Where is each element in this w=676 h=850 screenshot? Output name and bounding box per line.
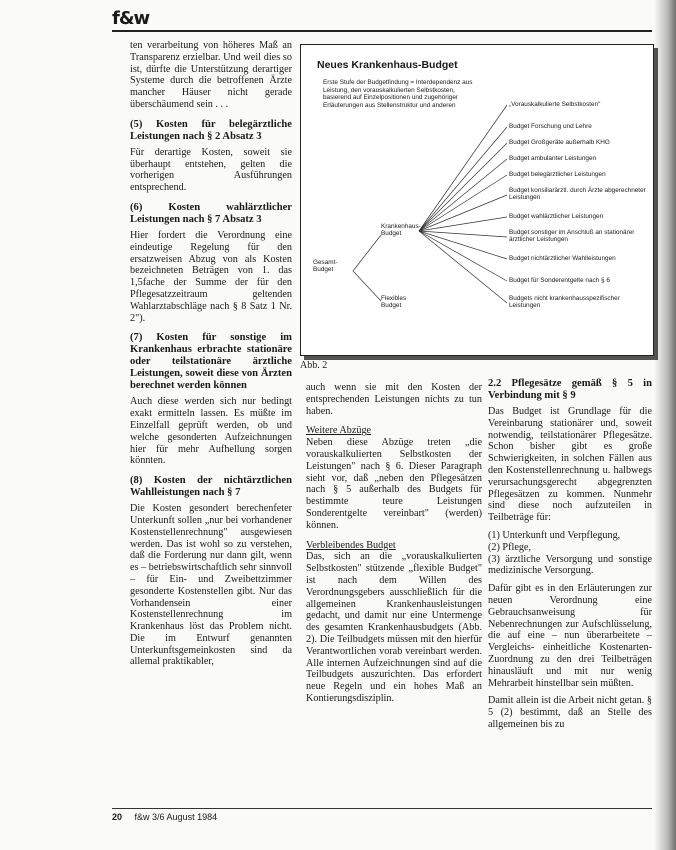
paragraph: Das Budget ist Grundlage für die Vereinbarung stationärer und, soweit notwendig, teilstationärer Pflegesätze. Schon bisher gibt es große Schwierigkeiten, in solchen Fällen aus den Kostenstellenrechnung u. halbwegs verursachungsgerecht abgegrenzten Pflegesätzen zu kommen. Nunmehr sind diese noch aufzuteilen in Teilbeträge für: [488, 406, 652, 524]
paragraph: Das, sich an die „vorauskalkulierten Selbstkosten" stützende „flexible Budget" ist nach dem Willen des Verordnungsgebers ausschließlich für die allgemeinen Krankenhausleistungen gedacht, und damit nur eine Untermenge des gesamten Krankenhausbudgets (Abb. 2). Die Teilbudgets müssen mit den hierfür Verantwortlichen vorab vereinbart werden. Alle internen Aufzeichnungen sind auf die Teilbudgets auszurichten. Das erfordert neue Regeln und ein hohes Maß an Kontierungsdisziplin. [306, 551, 482, 704]
figure-budget-diagram [300, 44, 654, 356]
journal-logo: f&w [112, 8, 150, 29]
budget-item: „Vorauskalkulierte Selbstkosten" [509, 101, 601, 108]
budget-item: Budget ambulanter Leistungen [509, 155, 597, 162]
paragraph: Die Kosten gesondert berechenfeter Unterkunft sollen „nur bei vorhandener Kostenstellenrechnung" ausgewiesen werden. Das ist wohl so zu verstehen, daß die Forderung nur dann gilt, wenn es – betriebswirtschaftlich sehr sinnvoll – für Ein- und Zweibettzimmer gesonderte Kostenstellen gibt. Nur das Vorhandensein einer Kostenstellenrechnung im Krankenhaus löst das Problem nicht. Die im Entwurf genannten Unterkunftsgemeinkosten sind da allemal praktikabler, [130, 503, 292, 668]
paragraph: Damit allein ist die Arbeit nicht getan. § 5 (2) bestimmt, daß an Stelle des allgemeinen bis zu [488, 695, 652, 730]
column-1 [130, 40, 292, 674]
budget-item: Budget wahlärztlicher Leistungen [509, 213, 604, 220]
section-heading-7: (7) Kosten für sonstige im Krankenhaus erbrachte stationäre oder teilstationäre ärztliche Leistungen, soweit diese von Ärzten berechnet werden können [130, 332, 292, 392]
section-heading-2-2: 2.2 Pflegesätze gemäß § 5 in Verbindung mit § 9 [488, 378, 652, 401]
list-item: (2) Pflege, [488, 541, 531, 553]
column-2 [306, 382, 482, 711]
budget-item: Budget Forschung und Lehre [509, 123, 592, 130]
column-3 [488, 378, 652, 737]
node-krankenhaus-budget: Krankenhaus-Budget [381, 223, 421, 238]
footer-source: f&w 3/6 August 1984 [134, 812, 218, 822]
node-flexibles-budget: Flexibles Budget [381, 295, 407, 310]
list-item: (1) Unterkunft und Verpflegung, [488, 529, 621, 541]
paragraph: Neben diese Abzüge treten „die vorauskalkulierten Selbstkosten der Leistungen" nach § 6. Dieser Paragraph sieht vor, daß „neben den Pflegesätzen nach § 5 außerhalb des Budgets für bestimmte teure Leistungen Sonderentgelte vereinbart" (werden) können. [306, 437, 482, 531]
section-heading-5: (5) Kosten für belegärztliche Leistungen nach § 2 Absatz 3 [130, 118, 292, 142]
binding-shadow [654, 0, 676, 850]
figure-title: Neues Krankenhaus-Budget [317, 59, 458, 71]
footer-rule [112, 808, 652, 809]
paragraph: Dafür gibt es in den Erläuterungen zur neuen Verordnung eine Gebrauchsanweisung für Nebenrechnungen zur Aufschlüsselung, die auf eine – nun überarbeitete – Vergleichs- einheitliche Kostenarten-Zuordnung zu den drei Teilbeträgen hinausläuft und mit nur wenig Mehrarbeit hinstellbar sein müßten. [488, 583, 652, 689]
figure-caption: Abb. 2 [300, 360, 328, 371]
paragraph: auch wenn sie mit den Kosten der entsprechenden Leistungen nichts zu tun haben. [306, 382, 482, 417]
section-heading-6: (6) Kosten wahlärztlicher Leistungen nach § 7 Absatz 3 [130, 201, 292, 225]
paragraph: Hier fordert die Verordnung eine eindeutige Regelung für den ersatzweisen Abzug von als Kosten bezeichneten Beträgen von 1. das 1,5fache der Summe der für den Pflegesatzzeitraum geltenden Wahlarztabschläge nach § 8 Satz 1 Nr. 2"). [130, 229, 292, 324]
budget-item: Budget Großgeräte außerhalb KHG [509, 139, 610, 146]
paragraph: Für derartige Kosten, soweit sie überhaupt entstehen, gelten die vorherigen Ausführungen entsprechend. [130, 146, 292, 194]
budget-item: Budget belegärztlicher Leistungen [509, 171, 606, 178]
section-heading-8: (8) Kosten der nichtärztlichen Wahlleistungen nach § 7 [130, 475, 292, 499]
header-rule [112, 30, 652, 32]
budget-item: Budgets nicht krankenhausspezifischer Leistungen [509, 295, 620, 310]
page-footer [112, 812, 217, 822]
subheading-verbleibendes-budget: Verbleibendes Budget [306, 539, 396, 551]
budget-item: Budget konsiliarärztl. durch Ärzte abgerechneter Leistungen [509, 187, 646, 202]
subheading-weitere-abzuege: Weitere Abzüge [306, 425, 372, 437]
figure-note: Erste Stufe der Budgetfindung = Interdependenz aus Leistung, den vorauskalkulierten Selbstkosten, basierend auf Einzelpositionen und zugehöriger Erläuterungen aus Stellenstruktur und anderen [323, 79, 473, 109]
budget-item: Budget für Sonderentgelte nach § 6 [509, 277, 610, 284]
budget-item: Budget nichtärztlicher Wahlleistungen [509, 255, 616, 262]
paragraph: Auch diese werden sich nur bedingt exakt ermitteln lassen. Es müßte im Einzelfall geprüft werden, ob und welche gesonderten Aufzeichnungen hier für mehr Aufhellung sorgen könnten. [130, 396, 292, 467]
page-number: 20 [112, 812, 123, 822]
node-gesamt-budget: Gesamt-Budget [313, 259, 338, 274]
list-item: (3) ärztliche Versorgung und sonstige medizinische Versorgung. [488, 553, 652, 577]
paragraph: ten verarbeitung von höheres Maß an Transparenz erzielbar. Und weil dies so ist, dürfte die Unterstützung derartiger Systeme durch die betroffenen Ärzte mancher Häuser nicht gerade überschäumend sein . . . [130, 40, 292, 110]
budget-item: Budget sonstiger im Anschluß an stationärer ärztlicher Leistungen [509, 229, 635, 244]
